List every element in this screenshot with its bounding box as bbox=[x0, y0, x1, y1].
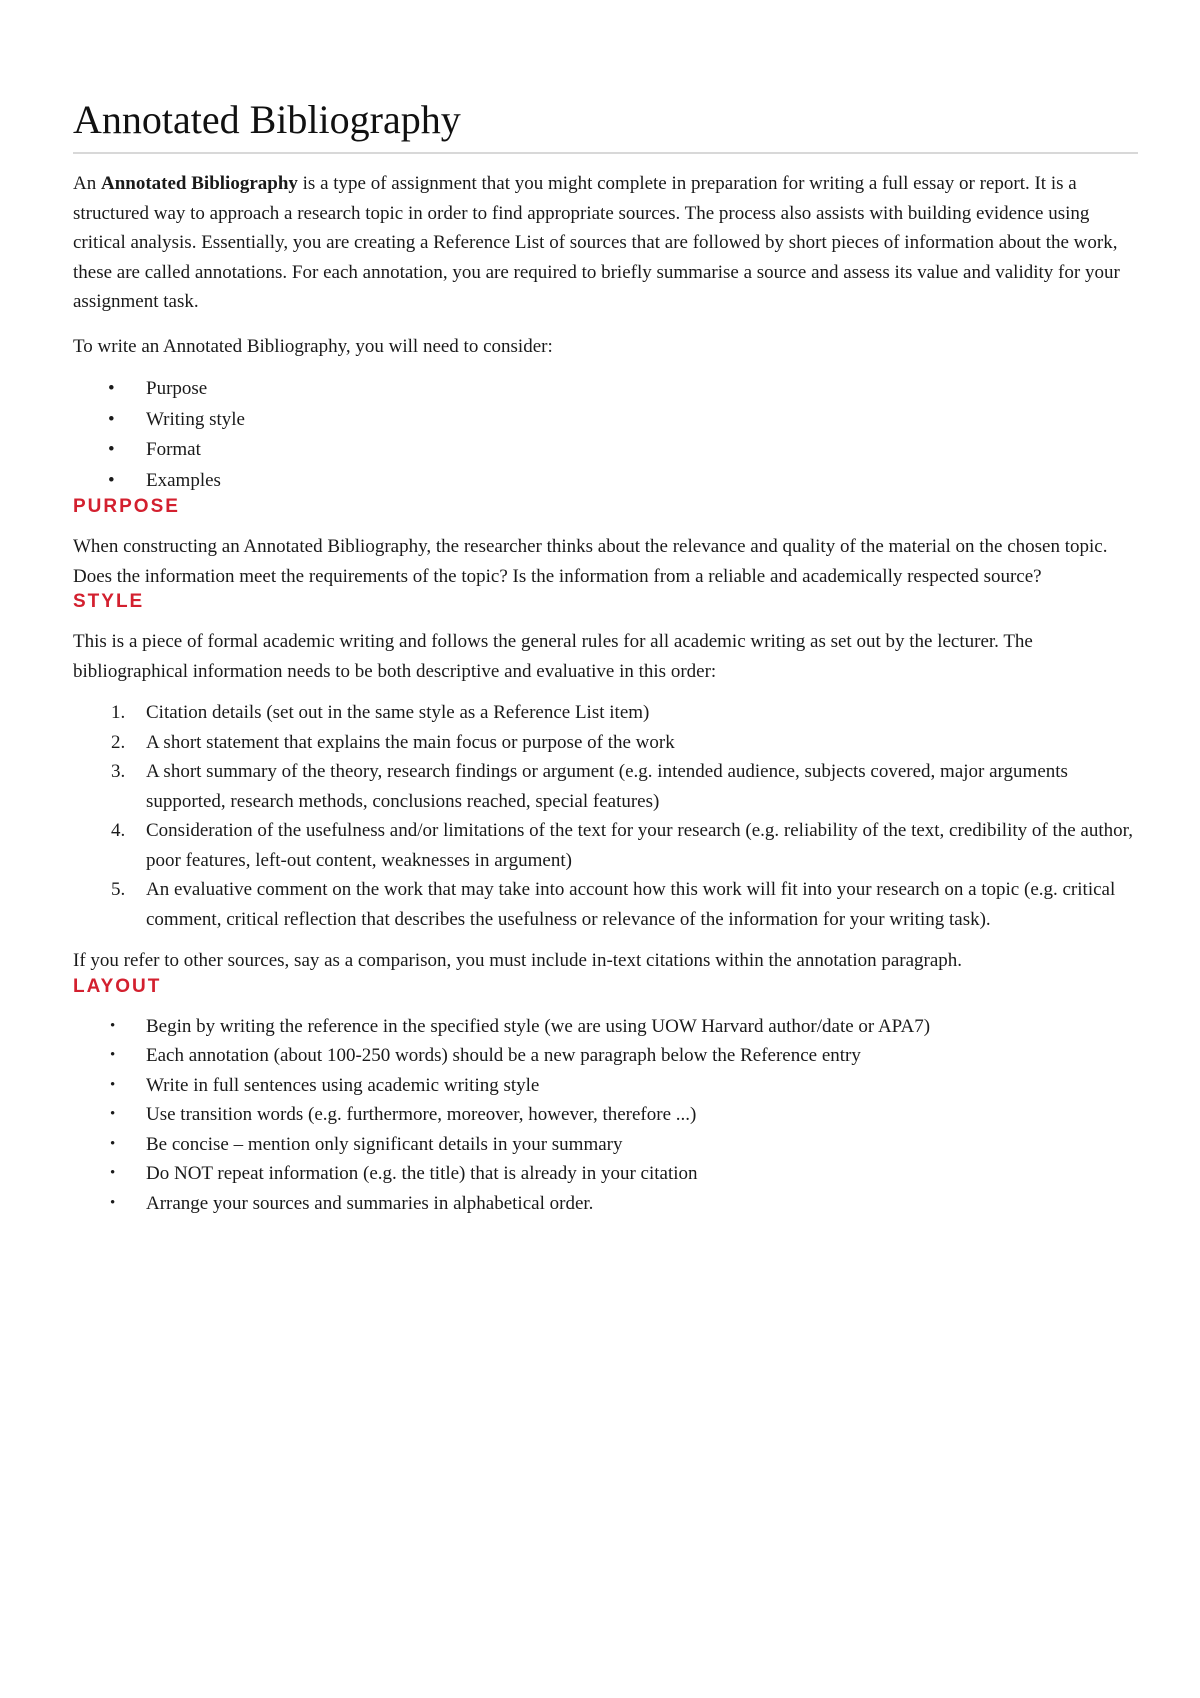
bullet-icon: • bbox=[110, 1106, 116, 1122]
list-item: • Do NOT repeat information (e.g. the title) that is already in your citation bbox=[73, 1159, 1138, 1189]
bullet-icon: • bbox=[110, 1076, 116, 1093]
style-after-paragraph: If you refer to other sources, say as a comparison, you must include in-text citations within the annotation paragraph. bbox=[73, 950, 963, 971]
purpose-heading: PURPOSE bbox=[73, 496, 180, 517]
list-item: • Arrange your sources and summaries in alphabetical order. bbox=[73, 1189, 1138, 1219]
style-paragraph: This is a piece of formal academic writing and follows the general rules for all academic writing as set out by the lecturer. The bibliographical information needs to be both descriptive and evaluative in this order: bbox=[73, 631, 1033, 682]
list-item: • Begin by writing the reference in the specified style (we are using UOW Harvard author/date or APA7) bbox=[73, 1012, 1138, 1042]
purpose-paragraph: When constructing an Annotated Bibliography, the researcher thinks about the relevance and quality of the material on the chosen topic. Does the information meet the requirements of the topic? Is the information from a reliable and academically respected source? bbox=[73, 536, 1108, 587]
consider-paragraph: To write an Annotated Bibliography, you will need to consider: bbox=[73, 335, 553, 357]
bullet-icon: • bbox=[108, 378, 115, 399]
list-item: • Examples bbox=[73, 466, 1138, 497]
document-page bbox=[73, 96, 1138, 1218]
style-heading: STYLE bbox=[73, 591, 145, 612]
bullet-icon: • bbox=[110, 1165, 116, 1181]
list-item: 2. A short statement that explains the main focus or purpose of the work bbox=[111, 731, 675, 753]
intro-lead: An bbox=[73, 173, 101, 194]
bullet-icon: • bbox=[110, 1017, 116, 1034]
list-item: • Purpose bbox=[73, 374, 1138, 405]
list-item: • Each annotation (about 100-250 words) should be a new paragraph below the Reference entry bbox=[73, 1041, 1138, 1071]
bullet-icon: • bbox=[108, 408, 115, 430]
consider-list bbox=[73, 374, 1138, 496]
layout-heading: LAYOUT bbox=[73, 975, 162, 997]
intro-rest: is a type of assignment that you might complete in preparation for writing a full essay or report. It is a structured way to approach a research topic in order to find appropriate sources. The process also assists with building evidence using critical analysis. Essentially, you are creating a Reference List of sources that are followed by short pieces of information about the work, these are called annotations. For each annotation, you are required to briefly summarise a source and assess its value and validity for your assignment task. bbox=[73, 173, 1120, 312]
list-item: 5. An evaluative comment on the work that may take into account how this work will fit into your research on a topic (e.g. critical comment, critical reflection that describes the usefulness or relevance of the information for your writing task). bbox=[111, 879, 1116, 930]
bullet-icon: • bbox=[108, 439, 115, 460]
intro-bold-term: Annotated Bibliography bbox=[100, 173, 298, 194]
layout-list bbox=[73, 1012, 1138, 1219]
list-item: • Be concise – mention only significant details in your summary bbox=[73, 1130, 1138, 1160]
list-item: • Use transition words (e.g. furthermore, moreover, however, therefore ...) bbox=[73, 1100, 1138, 1130]
bullet-icon: • bbox=[110, 1047, 116, 1063]
page-title: Annotated Bibliography bbox=[73, 96, 1138, 154]
intro-paragraph bbox=[73, 169, 1138, 317]
bullet-icon: • bbox=[110, 1135, 116, 1152]
list-item: 4. Consideration of the usefulness and/or limitations of the text for your research (e.g. reliability of the text, credibility of the author, poor features, left-out content, weaknesses in argument) bbox=[111, 820, 1133, 871]
style-steps-list bbox=[73, 698, 1138, 934]
list-item: • Writing style bbox=[73, 405, 1138, 436]
list-item: • Write in full sentences using academic writing style bbox=[73, 1071, 1138, 1101]
list-item: • Format bbox=[73, 435, 1138, 466]
list-item: 3. A short summary of the theory, research findings or argument (e.g. intended audience, subjects covered, major arguments supported, research methods, conclusions reached, special features) bbox=[111, 761, 1068, 812]
bullet-icon: • bbox=[108, 469, 115, 491]
bullet-icon: • bbox=[110, 1194, 116, 1211]
list-item: 1. Citation details (set out in the same style as a Reference List item) bbox=[111, 702, 650, 723]
